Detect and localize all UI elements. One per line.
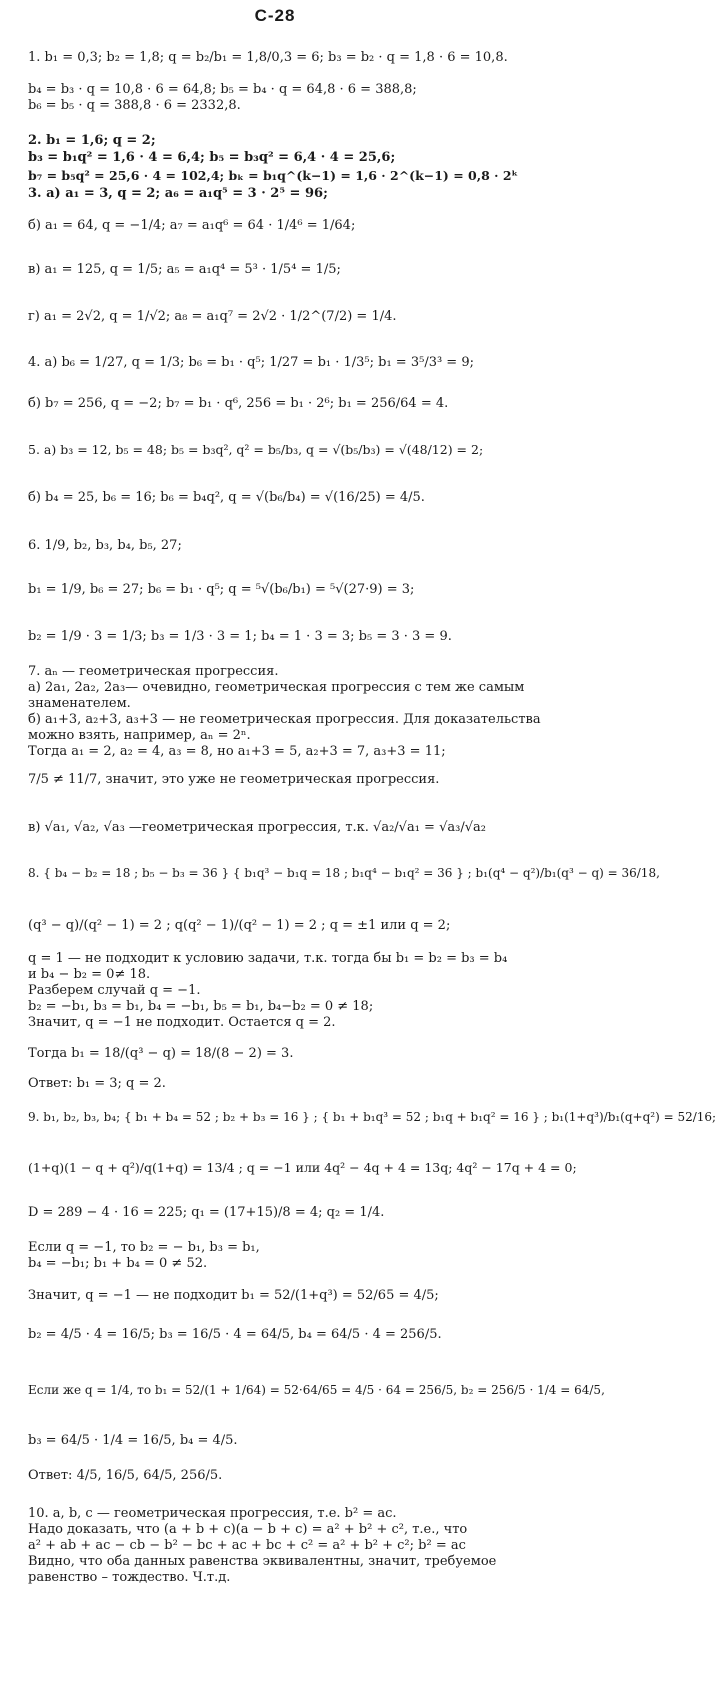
text-line: Значит, q = −1 — не подходит b₁ = 52/(1+q³) = 52/65 = 4/5;: [28, 1288, 439, 1303]
text-line: Видно, что оба данных равенства эквивалентны, значит, требуемое: [28, 1554, 497, 1569]
text-line: a² + ab + ac − cb − b² − bc + ac + bc + c² = a² + b² + c²; b² = ac: [28, 1538, 466, 1553]
text-line: 7/5 ≠ 11/7, значит, это уже не геометрическая прогрессия.: [28, 772, 440, 787]
text-line: в) a₁ = 125, q = 1/5; a₅ = a₁q⁴ = 5³ · 1/5⁴ = 1/5;: [28, 262, 341, 277]
text-line: 3. а) a₁ = 3, q = 2; a₆ = a₁q⁵ = 3 · 2⁵ = 96;: [28, 186, 328, 201]
text-line: b₂ = 1/9 · 3 = 1/3; b₃ = 1/3 · 3 = 1; b₄ = 1 · 3 = 3; b₅ = 3 · 3 = 9.: [28, 629, 452, 644]
text-line: Значит, q = −1 не подходит. Остается q = 2.: [28, 1015, 336, 1030]
text-line: знаменателем.: [28, 696, 131, 711]
text-line: Тогда a₁ = 2, a₂ = 4, a₃ = 8, но a₁+3 = 5, a₂+3 = 7, a₃+3 = 11;: [28, 744, 446, 759]
text-line: б) b₇ = 256, q = −2; b₇ = b₁ · q⁶, 256 = b₁ · 2⁶; b₁ = 256/64 = 4.: [28, 396, 449, 411]
text-line: 5. а) b₃ = 12, b₅ = 48; b₅ = b₃q², q² = b₅/b₃, q = √(b₅/b₃) = √(48/12) = 2;: [28, 442, 484, 457]
text-line: b₃ = b₁q² = 1,6 · 4 = 6,4; b₅ = b₃q² = 6,4 · 4 = 25,6;: [28, 150, 396, 165]
text-line: (q³ − q)/(q² − 1) = 2 ; q(q² − 1)/(q² − 1) = 2 ; q = ±1 или q = 2;: [28, 918, 451, 933]
page-title: С-28: [254, 6, 296, 25]
text-line: и b₄ − b₂ = 0≠ 18.: [28, 967, 151, 982]
text-line: Надо доказать, что (a + b + c)(a − b + c) = a² + b² + c², т.е., что: [28, 1522, 468, 1537]
text-line: Ответ: b₁ = 3; q = 2.: [28, 1076, 166, 1091]
text-line: D = 289 − 4 · 16 = 225; q₁ = (17+15)/8 = 4; q₂ = 1/4.: [28, 1205, 385, 1220]
text-line: г) a₁ = 2√2, q = 1/√2; a₈ = a₁q⁷ = 2√2 · 1/2^(7/2) = 1/4.: [28, 309, 397, 324]
text-line: b₂ = 4/5 · 4 = 16/5; b₃ = 16/5 · 4 = 64/5, b₄ = 64/5 · 4 = 256/5.: [28, 1327, 442, 1342]
text-line: б) a₁ = 64, q = −1/4; a₇ = a₁q⁶ = 64 · 1/4⁶ = 1/64;: [28, 218, 356, 233]
text-line: b₄ = b₃ · q = 10,8 · 6 = 64,8; b₅ = b₄ · q = 64,8 · 6 = 388,8;: [28, 82, 417, 97]
text-line: Тогда b₁ = 18/(q³ − q) = 18/(8 − 2) = 3.: [28, 1046, 294, 1061]
text-line: равенство – тождество. Ч.т.д.: [28, 1570, 231, 1585]
text-line: 2. b₁ = 1,6; q = 2;: [28, 133, 156, 148]
text-line: б) b₄ = 25, b₆ = 16; b₆ = b₄q², q = √(b₆/b₄) = √(16/25) = 4/5.: [28, 490, 425, 505]
text-line: в) √a₁, √a₂, √a₃ —геометрическая прогрессия, т.к. √a₂/√a₁ = √a₃/√a₂: [28, 820, 486, 835]
text-line: 9. b₁, b₂, b₃, b₄; { b₁ + b₄ = 52 ; b₂ + b₃ = 16 } ; { b₁ + b₁q³ = 52 ; b₁q + b₁q² = 16 } ; b₁(1+q³)/b₁(q+q²) = 52/16;: [28, 1110, 716, 1124]
text-line: Ответ: 4/5, 16/5, 64/5, 256/5.: [28, 1468, 223, 1483]
text-line: b₄ = −b₁; b₁ + b₄ = 0 ≠ 52.: [28, 1256, 208, 1271]
text-line: b₇ = b₅q² = 25,6 · 4 = 102,4; bₖ = b₁q^(k−1) = 1,6 · 2^(k−1) = 0,8 · 2ᵏ: [28, 168, 519, 183]
text-line: 8. { b₄ − b₂ = 18 ; b₅ − b₃ = 36 } { b₁q³ − b₁q = 18 ; b₁q⁴ − b₁q² = 36 } ; b₁(q⁴ − q²)/b₁(q³ − q) = 36/18,: [28, 866, 660, 880]
text-line: 4. а) b₆ = 1/27, q = 1/3; b₆ = b₁ · q⁵; 1/27 = b₁ · 1/3⁵; b₁ = 3⁵/3³ = 9;: [28, 355, 474, 370]
text-line: 7. aₙ — геометрическая прогрессия.: [28, 664, 279, 679]
text-line: b₂ = −b₁, b₃ = b₁, b₄ = −b₁, b₅ = b₁, b₄−b₂ = 0 ≠ 18;: [28, 999, 374, 1014]
text-line: 10. a, b, c — геометрическая прогрессия, т.е. b² = ac.: [28, 1506, 397, 1521]
text-line: b₁ = 1/9, b₆ = 27; b₆ = b₁ · q⁵; q = ⁵√(b₆/b₁) = ⁵√(27·9) = 3;: [28, 582, 415, 597]
text-line: 1. b₁ = 0,3; b₂ = 1,8; q = b₂/b₁ = 1,8/0,3 = 6; b₃ = b₂ · q = 1,8 · 6 = 10,8.: [28, 50, 508, 65]
text-line: б) a₁+3, a₂+3, a₃+3 — не геометрическая прогрессия. Для доказательства: [28, 712, 541, 727]
text-line: 6. 1/9, b₂, b₃, b₄, b₅, 27;: [28, 538, 182, 553]
text-line: (1+q)(1 − q + q²)/q(1+q) = 13/4 ; q = −1 или 4q² − 4q + 4 = 13q; 4q² − 17q + 4 = 0;: [28, 1160, 577, 1175]
text-line: а) 2a₁, 2a₂, 2a₃— очевидно, геометрическая прогрессия с тем же самым: [28, 680, 525, 695]
text-line: Если q = −1, то b₂ = − b₁, b₃ = b₁,: [28, 1240, 260, 1255]
text-line: можно взять, например, aₙ = 2ⁿ.: [28, 728, 251, 743]
text-line: Разберем случай q = −1.: [28, 983, 201, 998]
text-line: Если же q = 1/4, то b₁ = 52/(1 + 1/64) = 52·64/65 = 4/5 · 64 = 256/5, b₂ = 256/5 · 1/4 = 64/5,: [28, 1383, 605, 1397]
text-line: b₆ = b₅ · q = 388,8 · 6 = 2332,8.: [28, 98, 241, 113]
text-line: b₃ = 64/5 · 1/4 = 16/5, b₄ = 4/5.: [28, 1433, 238, 1448]
text-line: q = 1 — не подходит к условию задачи, т.к. тогда бы b₁ = b₂ = b₃ = b₄: [28, 951, 508, 966]
